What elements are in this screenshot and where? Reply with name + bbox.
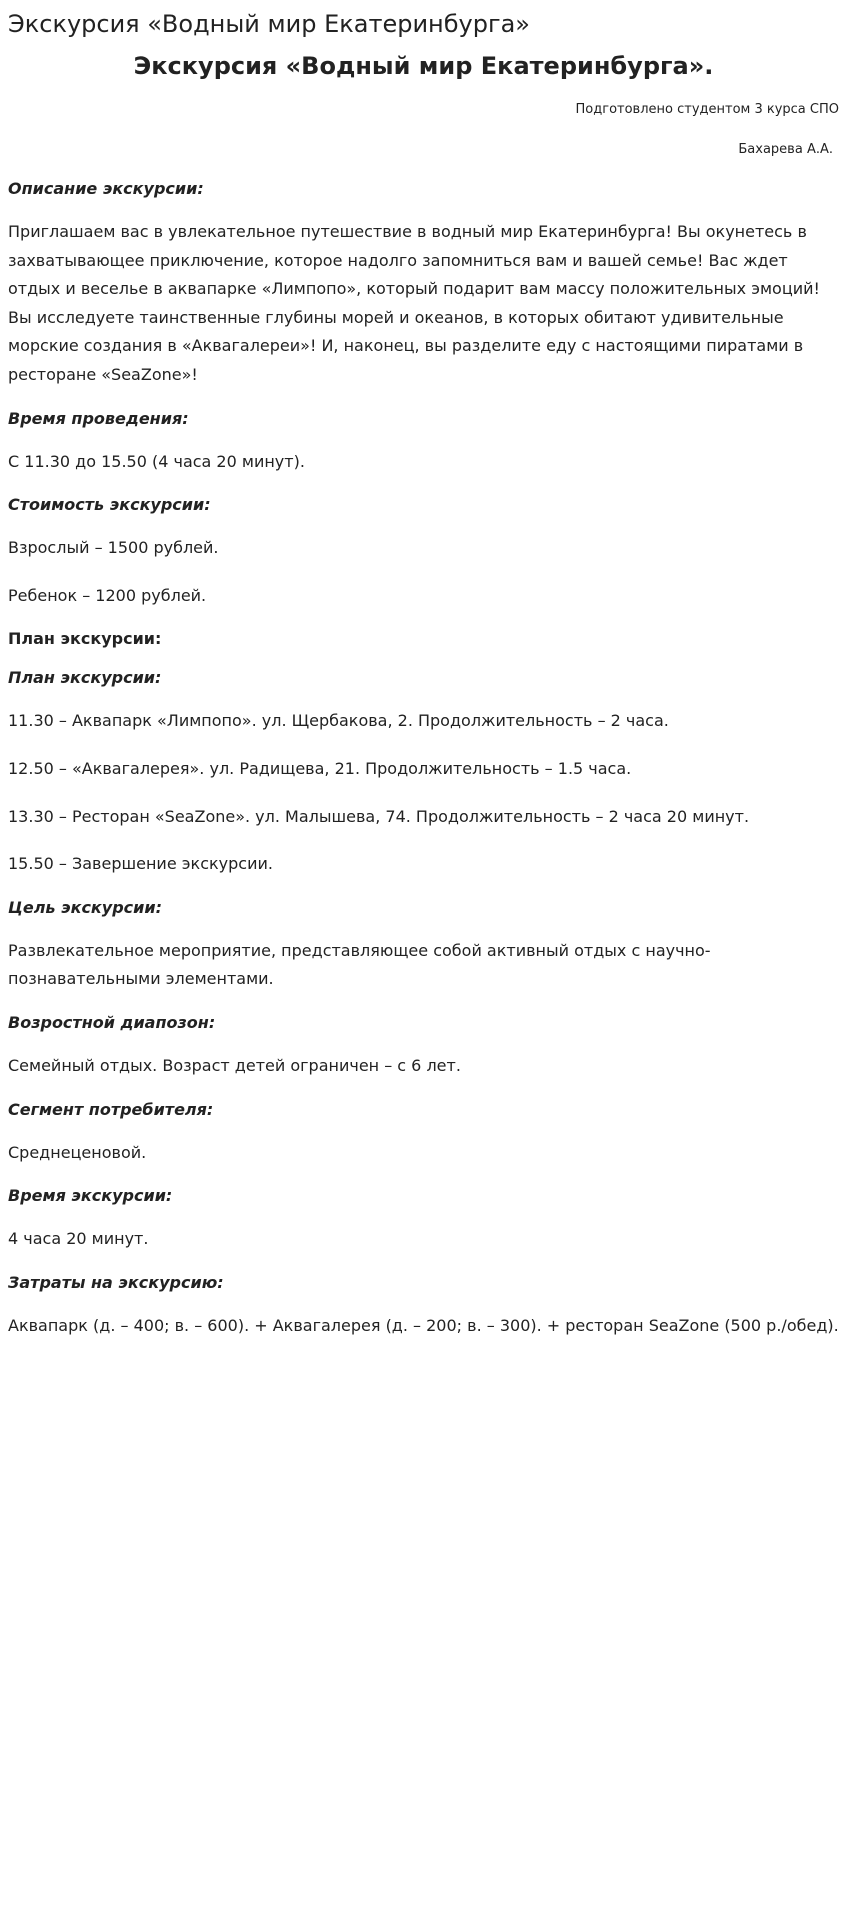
age-text: Семейный отдых. Возраст детей ограничен – с 6 лет.: [8, 1055, 461, 1075]
plan-item-aquagallery: 12.50 – «Аквагалерея». ул. Радищева, 21. Продолжительность – 1.5 часа.: [8, 758, 632, 778]
expenses-text: Аквапарк (д. – 400; в. – 600). + Аквагалерея (д. – 200; в. – 300). + ресторан SeaZone (500 р./обед).: [8, 1315, 839, 1335]
goal-text: Развлекательное мероприятие, представляющее собой активный отдых с научно-познавательными элементами.: [8, 940, 711, 989]
prepared-by-line: Подготовлено студентом 3 курса СПО: [575, 102, 839, 117]
time-text: С 11.30 до 15.50 (4 часа 20 минут).: [8, 451, 305, 471]
plan-item-end: 15.50 – Завершение экскурсии.: [8, 854, 273, 874]
time-heading: Время проведения:: [8, 408, 189, 428]
document-title: Экскурсия «Водный мир Екатеринбурга»: [8, 10, 530, 38]
goal-heading: Цель экскурсии:: [8, 897, 162, 917]
plan-heading-bold: План экскурсии:: [8, 629, 162, 649]
expenses-heading: Затраты на экскурсию:: [8, 1272, 224, 1292]
description-text: Приглашаем вас в увлекательное путешествие в водный мир Екатеринбурга! Вы окунетесь в захватывающее приключение, которое надолго запомниться вам и вашей семье! Вас ждет отдых и веселье в аквапарке «Лимпопо», который подарит вам массу положительных эмоций! Вы исследуете таинственные глубины морей и океанов, в которых обитают удивительные морские создания в «Аквагалереи»! И, наконец, вы разделите еду с настоящими пиратами в ресторане «SeaZone»!: [8, 222, 820, 384]
age-heading: Возростной диапозон:: [8, 1012, 216, 1032]
segment-text: Среднеценовой.: [8, 1142, 147, 1162]
cost-heading: Стоимость экскурсии:: [8, 495, 211, 515]
author-line: Бахарева А.А.: [738, 142, 833, 157]
description-heading: Описание экскурсии:: [8, 179, 204, 198]
segment-heading: Сегмент потребителя:: [8, 1099, 214, 1119]
duration-text: 4 часа 20 минут.: [8, 1229, 149, 1249]
plan-heading: План экскурсии:: [8, 668, 162, 688]
cost-child: Ребенок – 1200 рублей.: [8, 585, 207, 605]
main-heading: Экскурсия «Водный мир Екатеринбурга».: [133, 52, 714, 80]
cost-adult: Взрослый – 1500 рублей.: [8, 538, 219, 558]
duration-heading: Время экскурсии:: [8, 1186, 173, 1206]
plan-item-restaurant: 13.30 – Ресторан «SeaZone». ул. Малышева, 74. Продолжительность – 2 часа 20 минут.: [8, 806, 750, 826]
plan-item-limpopo: 11.30 – Аквапарк «Лимпопо». ул. Щербакова, 2. Продолжительность – 2 часа.: [8, 711, 669, 731]
